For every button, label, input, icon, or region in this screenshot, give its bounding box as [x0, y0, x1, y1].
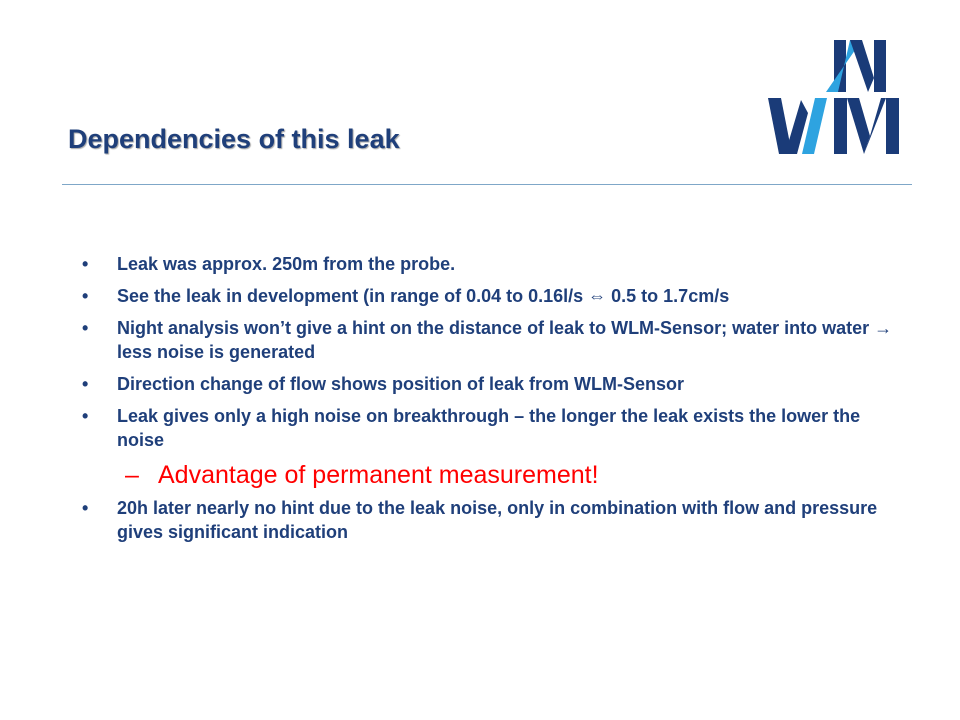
bullet-item	[80, 496, 910, 544]
bullet-item	[80, 372, 910, 396]
sub-point-text: Advantage of permanent measurement!	[158, 461, 599, 489]
slide-title: Dependencies of this leak	[68, 124, 400, 154]
bullet-marker: •	[82, 318, 89, 338]
bullet-text: Leak gives only a high noise on breakthrough – the longer the leak exists the lower the noise	[117, 406, 861, 450]
sub-point-marker: –	[125, 461, 139, 489]
bullet-text: Night analysis won’t give a hint on the distance of leak to WLM-Sensor; water into water → less noise is generated	[117, 318, 893, 362]
logo-m-top-diag	[850, 40, 874, 92]
logo-m-bottom-right	[886, 98, 899, 154]
bullet-text: See the leak in development (in range of 0.04 to 0.16l/s ⇔ 0.5 to 1.7cm/s	[117, 286, 730, 306]
bullet-item	[80, 252, 910, 276]
bullet-text: Leak was approx. 250m from the probe.	[117, 254, 456, 274]
bullet-item	[80, 404, 910, 452]
bullet-marker: •	[82, 286, 89, 306]
bullet-text: 20h later nearly no hint due to the leak noise, only in combination with flow and pressure gives significant indication	[117, 498, 878, 542]
bullet-item	[80, 284, 910, 308]
bullet-text: Direction change of flow shows position of leak from WLM-Sensor	[117, 374, 685, 394]
bullet-item	[80, 316, 910, 364]
logo-m-top-right	[874, 40, 886, 92]
title-divider	[62, 184, 912, 185]
logo-m-bottom-diag-1	[847, 98, 870, 154]
bullet-marker: •	[82, 406, 89, 426]
logo-m-bottom-left	[834, 98, 847, 154]
logo-m-bottom-diag-2	[864, 98, 886, 154]
sub-point	[80, 460, 910, 490]
bullet-marker: •	[82, 498, 89, 518]
bullet-marker: •	[82, 254, 89, 274]
bullet-list	[80, 252, 910, 552]
logo-w-stroke-3-light	[802, 98, 827, 154]
wlm-logo-icon	[764, 38, 906, 158]
bullet-marker: •	[82, 374, 89, 394]
